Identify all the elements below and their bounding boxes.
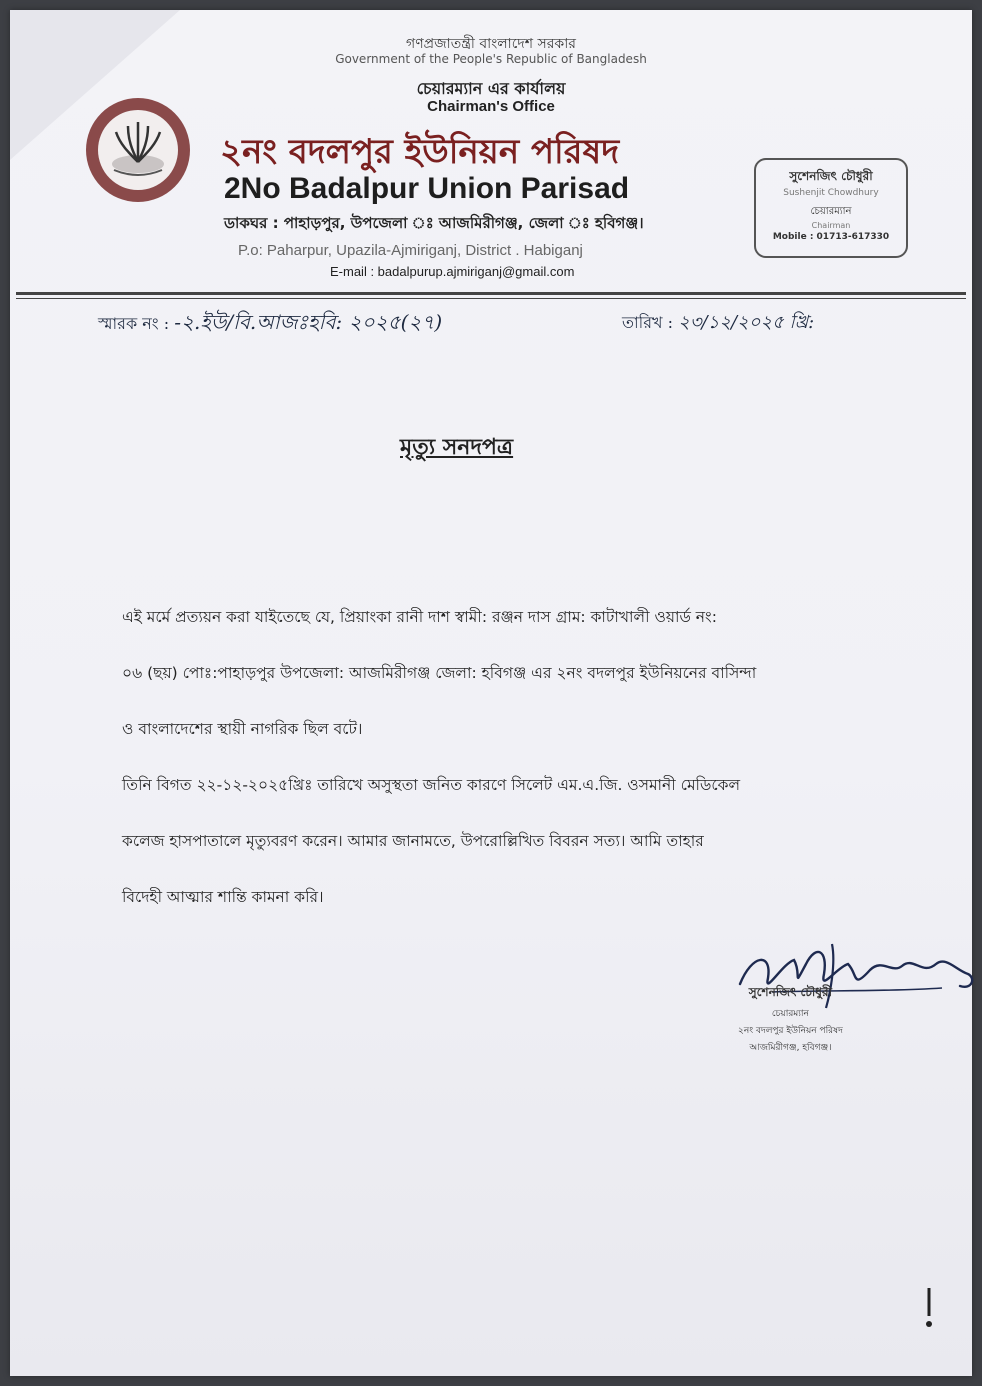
seal-title-en: Chairman <box>811 221 851 230</box>
document-sheet <box>10 10 972 1376</box>
date-value: ২৩/১২/২০২৫ খ্রি: <box>678 312 815 333</box>
union-parishad-logo <box>86 98 190 202</box>
address-bn: ডাকঘর : পাহাড়পুর, উপজেলা ঃ আজমিরীগঞ্জ, জেলা ঃ হবিগঞ্জ। <box>224 214 644 232</box>
government-name-en: Government of the People's Republic of Bangladesh <box>335 52 647 66</box>
body-line: ও বাংলাদেশের স্থায়ী নাগরিক ছিল বটে। <box>122 720 363 738</box>
memo-number <box>98 308 442 341</box>
logo-emblem-icon <box>98 110 178 190</box>
body-line: ০৬ (ছয়) পোঃ:পাহাড়পুর উপজেলা: আজমিরীগঞ্জ জেলা: হবিগঞ্জ এর ২নং বদলপুর ইউনিয়নের বাসিন্দা <box>122 664 757 682</box>
document-title: মৃত্যু সনদপত্র <box>400 435 514 460</box>
header-divider-thin <box>16 298 966 299</box>
union-name-bn: ২নং বদলপুর ইউনিয়ন পরিষদ <box>220 132 620 172</box>
signature-stamp <box>738 984 843 1055</box>
header-divider <box>16 292 966 295</box>
email-address: E-mail : badalpurup.ajmiriganj@gmail.com <box>330 264 575 279</box>
seal-name-en: Sushenjit Chowdhury <box>783 188 879 198</box>
body-line: বিদেহী আত্মার শান্তি কামনা করি। <box>122 888 324 906</box>
signatory-title: চেয়ারম্যান <box>771 1009 809 1019</box>
union-name-en: 2No Badalpur Union Parisad <box>224 172 630 205</box>
memo-label: স্মারক নং : <box>98 314 170 333</box>
signatory-name: সুশেনজিৎ চৌধুরী <box>748 985 833 999</box>
issue-date <box>622 308 814 339</box>
memo-value: -২.ইউ/বি.আজঃহবি: ২০২৫(২৭) <box>174 310 443 334</box>
office-name-en: Chairman's Office <box>427 98 555 115</box>
body-line: তিনি বিগত ২২-১২-২০২৫খ্রিঃ তারিখে অসুস্থতা জনিত কারণে সিলেট এম.এ.জি. ওসমানী মেডিকেল <box>122 776 741 794</box>
seal-mobile: Mobile : 01713-617330 <box>772 232 890 242</box>
signatory-org: ২নং বদলপুর ইউনিয়ন পরিষদ <box>738 1026 843 1036</box>
government-name-bn: গণপ্রজাতন্ত্রী বাংলাদেশ সরকার <box>406 36 576 52</box>
seal-name-bn: সুশেনজিৎ চৌধুরী <box>789 169 873 183</box>
margin-mark-icon <box>924 1286 934 1330</box>
seal-title-bn: চেয়ারম্যান <box>810 206 852 217</box>
address-en: P.o: Paharpur, Upazila-Ajmiriganj, District . Habiganj <box>238 242 583 259</box>
body-line: এই মর্মে প্রত্যয়ন করা যাইতেছে যে, প্রিয়াংকা রানী দাশ স্বামী: রঞ্জন দাস গ্রাম: কাটাখালী ওয়ার্ড নং: <box>122 608 717 626</box>
chairman-seal <box>754 158 908 258</box>
date-label: তারিখ : <box>622 313 674 332</box>
signatory-place: আজমিরীগঞ্জ, হবিগঞ্জ। <box>749 1043 832 1053</box>
office-name-bn: চেয়ারম্যান এর কার্যালয় <box>416 79 566 98</box>
body-line: কলেজ হাসপাতালে মৃত্যুবরণ করেন। আমার জানামতে, উপরোল্লিখিত বিবরন সত্য। আমি তাহার <box>122 832 704 850</box>
